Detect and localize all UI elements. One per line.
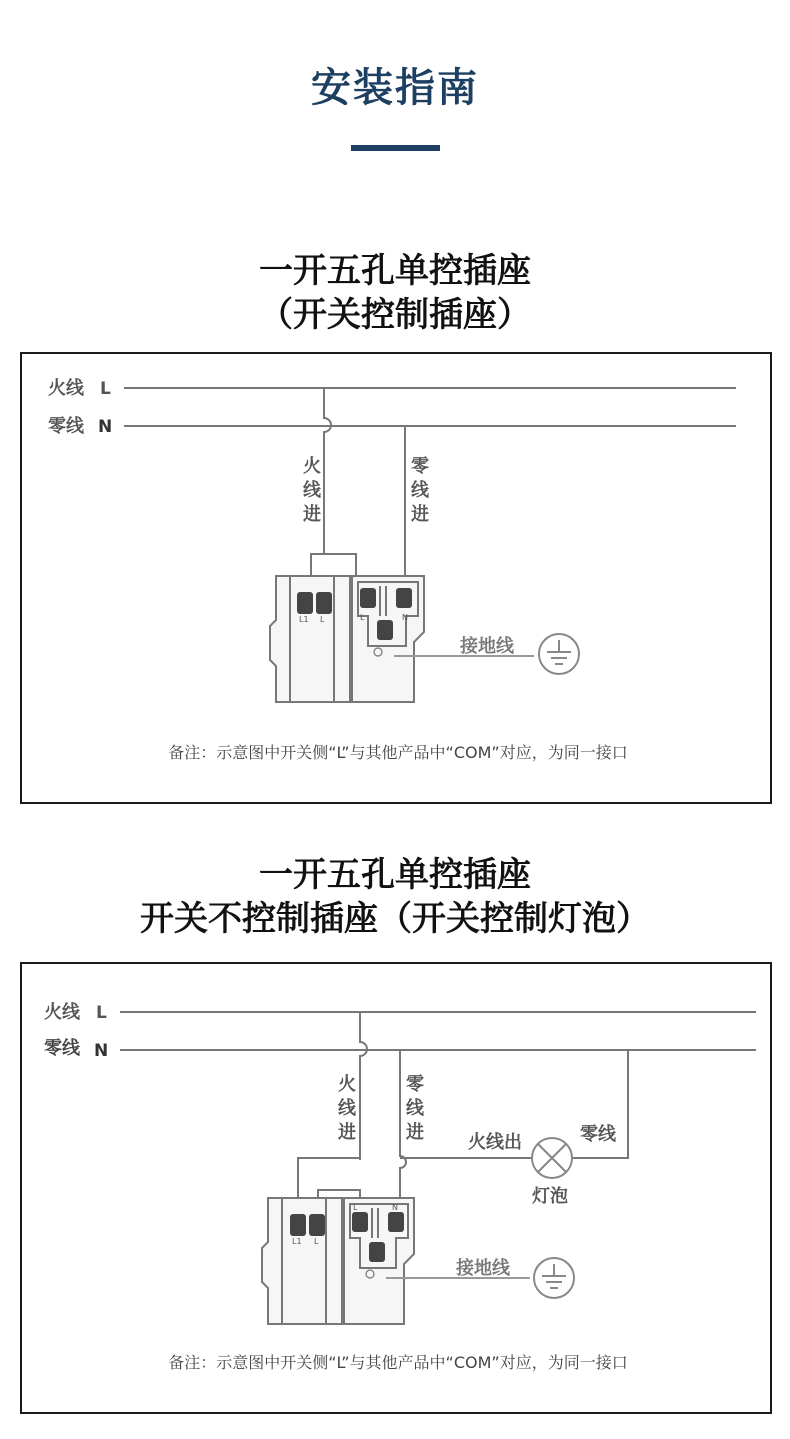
neutral-in-char-3-2: 进 bbox=[406, 1122, 424, 1143]
section-1-title-line2: （开关控制插座） bbox=[259, 295, 531, 335]
neutral-line-letter: N bbox=[98, 417, 113, 437]
terminal-socket-l-2 bbox=[352, 1212, 368, 1232]
live-out-label: 火线出 bbox=[468, 1132, 522, 1153]
socket-n-label: N bbox=[402, 613, 408, 622]
neutral-line-letter-2: N bbox=[94, 1041, 109, 1061]
title-underline bbox=[351, 145, 440, 151]
terminal-l-label-2: L bbox=[314, 1237, 319, 1246]
bulb-label: 灯泡 bbox=[532, 1186, 568, 1207]
terminal-l1-2 bbox=[290, 1214, 306, 1236]
live-in-char-1: 火 bbox=[303, 456, 321, 477]
neutral-line-label-2: 零线 bbox=[44, 1038, 80, 1059]
live-in-wire-2 bbox=[360, 1012, 367, 1160]
diagram-2-note: 备注：示意图中开关侧“L”与其他产品中“COM”对应，为同一接口 bbox=[168, 1353, 628, 1372]
terminal-socket-l bbox=[360, 588, 376, 608]
section-2-title-line2: 开关不控制插座（开关控制灯泡） bbox=[140, 899, 650, 939]
wiring-diagram-2 bbox=[22, 964, 774, 1416]
live-in-char-2: 线 bbox=[303, 480, 321, 501]
live-in-char-1-2: 火 bbox=[338, 1074, 356, 1095]
ground-symbol-icon-2 bbox=[534, 1258, 574, 1298]
neutral-wire-label: 零线 bbox=[580, 1124, 616, 1145]
live-in-char-2-2: 线 bbox=[338, 1098, 356, 1119]
socket-l-label-2: L bbox=[353, 1203, 358, 1212]
wiring-diagram-1 bbox=[22, 354, 774, 806]
terminal-l-2 bbox=[309, 1214, 325, 1236]
ground-label: 接地线 bbox=[460, 636, 514, 657]
neutral-in-char-1: 零 bbox=[411, 456, 429, 477]
bulb-icon bbox=[532, 1138, 572, 1178]
socket-n-label-2: N bbox=[392, 1203, 398, 1212]
terminal-l bbox=[316, 592, 332, 614]
neutral-in-char-1-2: 零 bbox=[406, 1074, 424, 1095]
terminal-l1 bbox=[297, 592, 313, 614]
live-in-char-3-2: 进 bbox=[338, 1122, 356, 1143]
terminal-l1-label: L1 bbox=[299, 615, 309, 624]
page-title: 安装指南 bbox=[311, 65, 479, 111]
live-in-wire bbox=[324, 388, 331, 554]
live-line-label-2: 火线 bbox=[44, 1002, 80, 1023]
section-1-title-line1: 一开五孔单控插座 bbox=[259, 251, 531, 291]
live-bridge bbox=[311, 554, 356, 576]
neutral-in-char-3: 进 bbox=[411, 504, 429, 525]
terminal-socket-n-2 bbox=[388, 1212, 404, 1232]
socket-l-label: L bbox=[360, 613, 365, 622]
terminal-socket-ground-2 bbox=[369, 1242, 385, 1262]
section-2-title-line1: 一开五孔单控插座 bbox=[259, 855, 531, 895]
terminal-socket-ground bbox=[377, 620, 393, 640]
diagram-1 bbox=[20, 352, 772, 804]
neutral-line-label: 零线 bbox=[48, 416, 84, 437]
diagram-2 bbox=[20, 962, 772, 1414]
terminal-l1-label-2: L1 bbox=[292, 1237, 302, 1246]
live-in-char-3: 进 bbox=[303, 504, 321, 525]
neutral-in-char-2-2: 线 bbox=[406, 1098, 424, 1119]
terminal-l-label: L bbox=[320, 615, 325, 624]
live-line-label: 火线 bbox=[48, 378, 84, 399]
live-line-letter: L bbox=[100, 379, 111, 399]
live-line-letter-2: L bbox=[96, 1003, 107, 1023]
ground-label-2: 接地线 bbox=[456, 1258, 510, 1279]
neutral-in-char-2: 线 bbox=[411, 480, 429, 501]
terminal-socket-n bbox=[396, 588, 412, 608]
diagram-1-note: 备注：示意图中开关侧“L”与其他产品中“COM”对应，为同一接口 bbox=[168, 743, 628, 762]
ground-symbol-icon bbox=[539, 634, 579, 674]
